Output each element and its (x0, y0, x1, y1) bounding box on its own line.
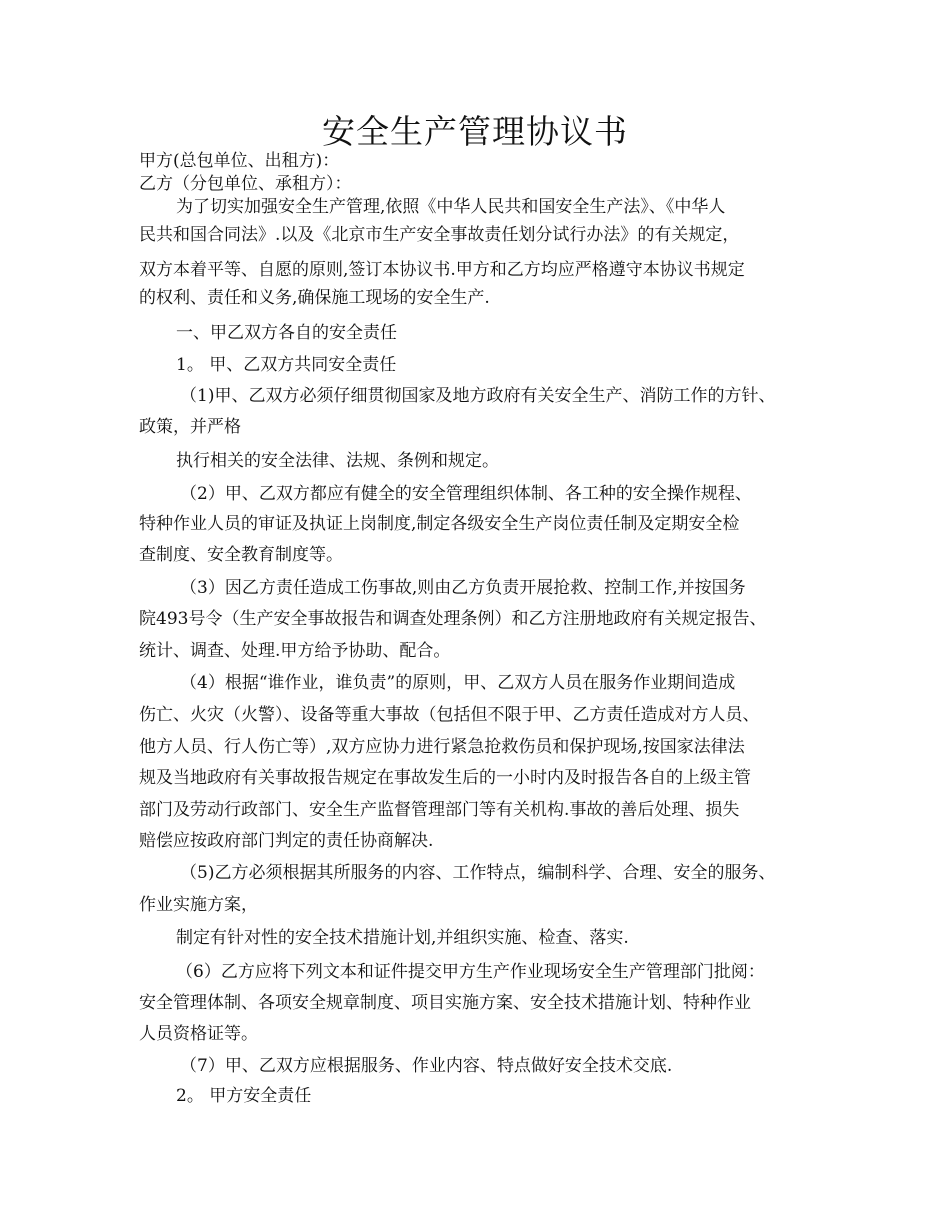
paragraph-line: 的权利、责任和义务,确保施工现场的安全生产. (139, 288, 490, 308)
paragraph-line: 人员资格证等。 (139, 1024, 258, 1044)
paragraph-line: 政策，并严格 (139, 417, 241, 437)
paragraph-line: 执行相关的安全法律、法规、条例和规定。 (176, 451, 499, 471)
paragraph-line: 安全管理体制、各项安全规章制度、项目实施方案、安全技术措施计划、特种作业 (139, 993, 751, 1013)
paragraph-line: （7）甲、乙双方应根据服务、作业内容、特点做好安全技术交底. (180, 1056, 673, 1076)
paragraph-line: 院493号令（生产安全事故报告和调查处理条例）和乙方注册地政府有关规定报告、 (139, 609, 767, 629)
paragraph-line: 查制度、安全教育制度等。 (139, 545, 343, 565)
section-heading: 一、甲乙双方各自的安全责任 (176, 323, 397, 343)
party-b-line: 乙方（分包单位、承租方）： (139, 174, 352, 194)
paragraph-line: 统计、调查、处理.甲方给予协助、配合。 (139, 641, 451, 661)
paragraph-line: （4）根据“谁作业，谁负责”的原则，甲、乙双方人员在服务作业期间造成 (180, 673, 736, 693)
subsection-heading: 1。 甲、乙双方共同安全责任 (176, 355, 397, 375)
paragraph-line: （5)乙方必须根据其所服务的内容、工作特点，编制科学、合理、安全的服务、 (180, 863, 776, 883)
paragraph-line: 部门及劳动行政部门、安全生产监督管理部门等有关机构.事故的善后处理、损失 (139, 800, 740, 820)
party-a-line: 甲方(总包单位、出租方)： (139, 151, 340, 171)
paragraph-line: 赔偿应按政府部门判定的责任协商解决. (139, 831, 434, 851)
paragraph-line: （1)甲、乙双方必须仔细贯彻国家及地方政府有关安全生产、消防工作的方针、 (180, 386, 776, 406)
paragraph-line: 伤亡、火灾（火警）、设备等重大事故（包括但不限于甲、乙方责任造成对方人员、 (139, 705, 760, 725)
paragraph-line: 民共和国合同法》.以及《北京市生产安全事故责任划分试行办法》的有关规定， (139, 225, 740, 245)
document-title: 安全生产管理协议书 (322, 112, 628, 151)
paragraph-line: 规及当地政府有关事故报告规定在事故发生后的一小时内及时报告各自的上级主管 (139, 768, 751, 788)
paragraph-line: （6）乙方应将下列文本和证件提交甲方生产作业现场安全生产管理部门批阅： (176, 962, 765, 982)
paragraph-line: 制定有针对性的安全技术措施计划,并组织实施、检查、落实. (176, 928, 629, 948)
paragraph-line: 他方人员、行人伤亡等）,双方应协力进行紧急抢救伤员和保护现场,按国家法律法 (139, 737, 745, 757)
paragraph-line: 特种作业人员的审证及执证上岗制度,制定各级安全生产岗位责任制及定期安全检 (139, 514, 740, 534)
paragraph-line: （2）甲、乙双方都应有健全的安全管理组织体制、各工种的安全操作规程、 (180, 484, 752, 504)
paragraph-line: 作业实施方案， (139, 895, 258, 915)
subsection-heading: 2。 甲方安全责任 (176, 1086, 312, 1106)
paragraph-line: 双方本着平等、自愿的原则,签订本协议书.甲方和乙方均应严格遵守本协议书规定 (139, 260, 745, 280)
paragraph-line: 为了切实加强安全生产管理,依照《中华人民共和国安全生产法》、《中华人 (176, 197, 726, 217)
paragraph-line: （3）因乙方责任造成工伤事故,则由乙方负责开展抢救、控制工作,并按国务 (180, 578, 746, 598)
